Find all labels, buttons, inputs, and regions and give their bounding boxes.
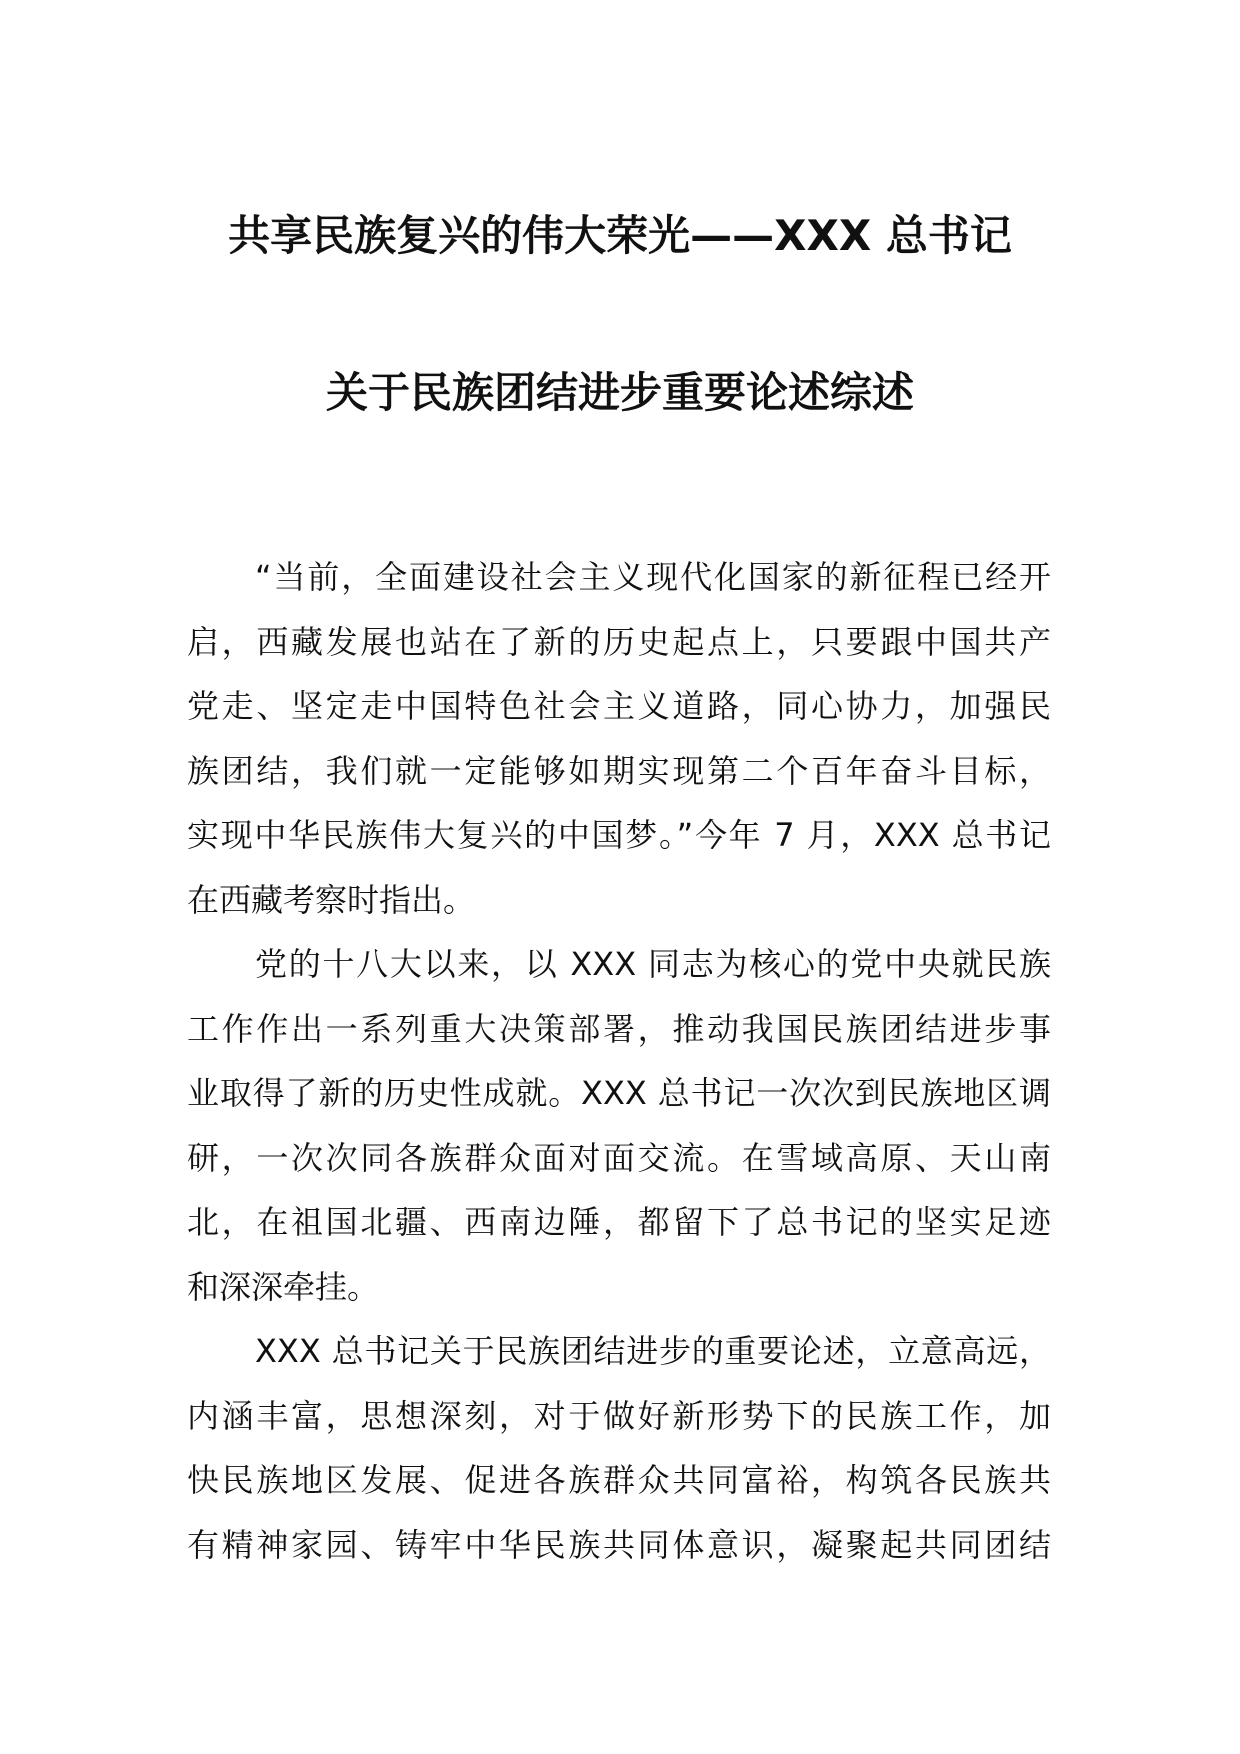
paragraph-line: 快民族地区发展、促进各族群众共同富裕，构筑各民族共 (187, 1461, 1051, 1499)
document-title-line-1: 共享民族复兴的伟大荣光——XXX 总书记 (228, 211, 1012, 260)
paragraph-line: 工作作出一系列重大决策部署，推动我国民族团结进步事 (187, 1009, 1051, 1048)
paragraph-line: 党走、坚定走中国特色社会主义道路，同心协力，加强民 (187, 687, 1051, 725)
paragraph-line: 族团结，我们就一定能够如期实现第二个百年奋斗目标， (187, 751, 1051, 790)
paragraph-line: 党的十八大以来，以 XXX 同志为核心的党中央就民族 (255, 945, 1051, 983)
paragraph-line: 研，一次次同各族群众面对面交流。在雪域高原、天山南 (187, 1138, 1051, 1177)
paragraph-2 (187, 932, 1051, 1319)
document-title-line-2: 关于民族团结进步重要论述综述 (325, 368, 914, 417)
paragraph-line: 有精神家园、铸牢中华民族共同体意识，凝聚起共同团结 (187, 1525, 1051, 1564)
paragraph-line: 内涵丰富，思想深刻，对于做好新形势下的民族工作，加 (187, 1396, 1051, 1435)
paragraph-line: 在西藏考察时指出。 (187, 880, 476, 919)
paragraph-3 (187, 1319, 1051, 1577)
paragraph-line: 实现中华民族伟大复兴的中国梦。”今年 7 月，XXX 总书记 (187, 816, 1051, 854)
paragraph-line: 北，在祖国北疆、西南边陲，都留下了总书记的坚实足迹 (187, 1203, 1051, 1241)
paragraph-1 (187, 545, 1051, 932)
paragraph-line: “当前，全面建设社会主义现代化国家的新征程已经开 (255, 558, 1051, 596)
paragraph-line: 启，西藏发展也站在了新的历史起点上，只要跟中国共产 (187, 622, 1051, 661)
paragraph-line: 和深深牵挂。 (187, 1267, 380, 1306)
document-body (187, 545, 1051, 1577)
paragraph-line: XXX 总书记关于民族团结进步的重要论述，立意高远， (255, 1332, 1051, 1370)
paragraph-line: 业取得了新的历史性成就。XXX 总书记一次次到民族地区调 (187, 1074, 1051, 1112)
